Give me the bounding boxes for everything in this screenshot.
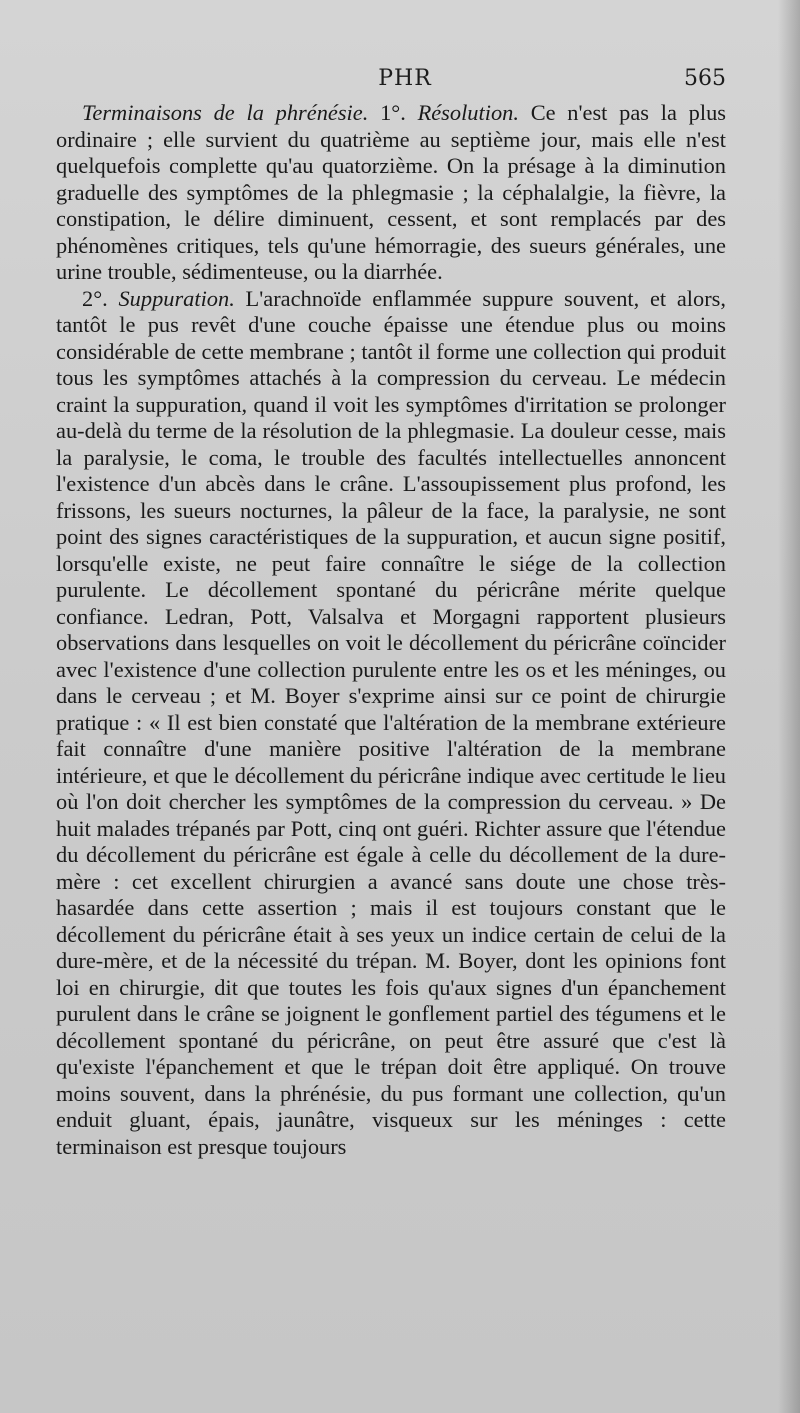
paragraph-body: L'arachnoïde enflammée suppure souvent, et alors, tantôt le pus revêt d'une couche épaisse une étendue plus ou moins considérable de cette membrane ; tantôt il forme une collection qui produit tous les symptômes attachés à la compression du cerveau. Le médecin craint la suppuration, quand il voit les symptômes d'irritation se prolonger au-delà du terme de la résolution de la phlegmasie. La douleur cesse, mais la paralysie, le coma, le trouble des facultés intellectuelles annoncent l'existence d'un abcès dans le crâne. L'assoupissement plus profond, les frissons, les sueurs nocturnes, la pâleur de la face, la paralysie, ne sont point des signes caractéristiques de la suppuration, et aucun signe positif, lorsqu'elle existe, ne peut faire connaître le siége de la collection purulente. Le décollement spontané du péricrâne mérite quelque confiance. Ledran, Pott, Valsalva et Morgagni rapportent plusieurs observations dans lesquelles on voit le décollement du péricrâne coïncider avec l'existence d'une collection purulente entre les os et les méninges, ou dans le cerveau ; et M. Boyer s'exprime ainsi sur ce point de chirurgie pratique : « Il est bien constaté que l'altération de la membrane extérieure fait connaître d'une manière positive l'altération de la membrane intérieure, et que le décollement du péricrâne indique avec certitude le lieu où l'on doit chercher les symptômes de la compression du cerveau. » De huit malades trépanés par Pott, cinq ont guéri. Richter assure que l'étendue du décollement du péricrâne est égale à celle du décollement de la dure-mère : cet excellent chirurgien a avancé sans doute une chose très-hasardée dans cette assertion ; mais il est toujours constant que le décollement du péricrâne était à ses yeux un indice certain de celui de la dure-mère, et de la nécessité du trépan. M. Boyer, dont les opinions font loi en chirurgie, dit que toutes les fois qu'aux signes d'un épanchement purulent dans le crâne se joignent le gonflement partiel des tégumens et le décollement spontané du péricrâne, on peut être assuré que c'est là qu'existe l'épanchement et que le trépan doit être appliqué. On trouve moins souvent, dans la phrénésie, du pus formant une collection, qu'un enduit gluant, épais, jaunâtre, visqueux sur les méninges : cette terminaison est presque toujours: [56, 285, 726, 1159]
page-edge-shadow: [778, 0, 800, 1413]
item-heading: Suppuration.: [118, 285, 235, 311]
page-number: 565: [684, 66, 726, 91]
item-number: 2°.: [82, 285, 108, 311]
paragraph-body: Ce n'est pas la plus ordinaire ; elle survient du quatrième au septième jour, mais elle n'est quelquefois complette qu'au quatorzième. On la présage à la diminution graduelle des symptômes de la phlegmasie ; la céphalalgie, la fièvre, la constipation, le délire diminuent, cessent, et sont remplacés par des phénomènes critiques, tels qu'une hémorragie, des sueurs générales, une urine trouble, sédimenteuse, ou la diarrhée.: [56, 100, 726, 284]
body-text: [56, 100, 726, 1160]
section-lead: Terminaisons de la phrénésie.: [82, 100, 369, 125]
paragraph-resolution: [56, 100, 726, 286]
item-heading: Résolution.: [417, 100, 519, 125]
page-header: [84, 66, 726, 102]
running-head: PHR: [378, 66, 432, 91]
paragraph-suppuration: [56, 286, 726, 1161]
item-number: 1°.: [380, 100, 406, 125]
